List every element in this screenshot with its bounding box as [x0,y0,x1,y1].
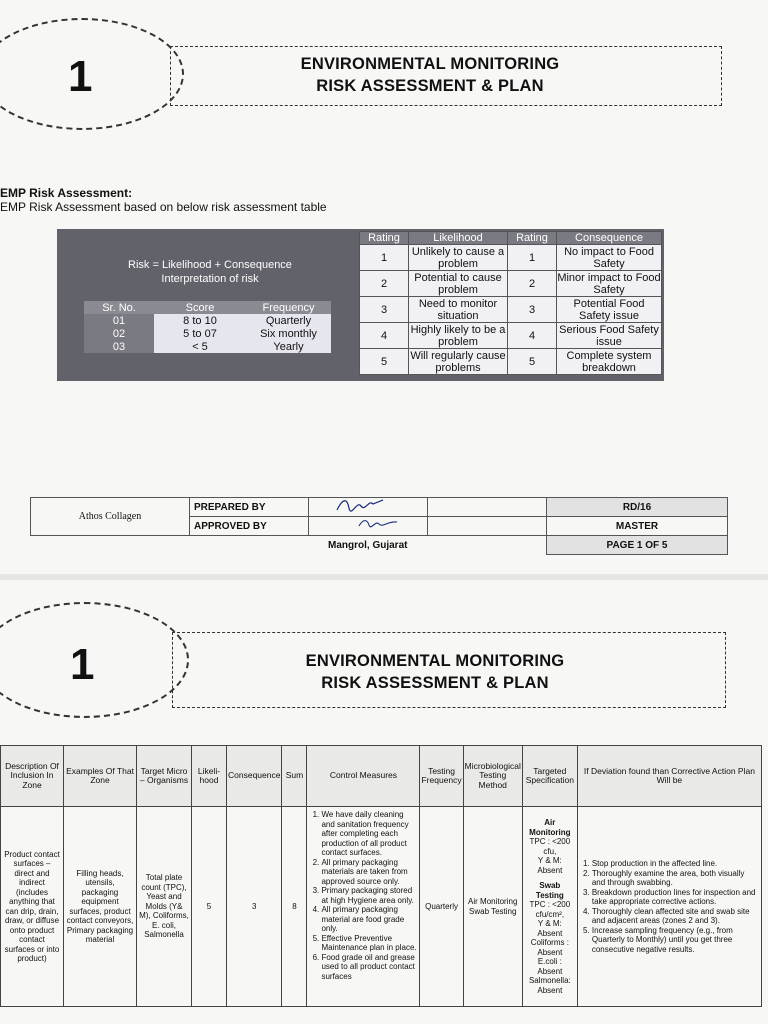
likelihood-cell: Unlikely to cause a problem [409,245,508,271]
risk-plan-table [0,745,762,1007]
freq-cell: 8 to 10 [154,314,246,327]
rating-cell: 5 [360,349,409,375]
col-header-specification: Targeted Specification [522,746,577,807]
header-title [240,53,620,97]
consequence-cell: Minor impact to Food Safety [557,271,661,296]
rating-cell: 2 [508,271,557,297]
header-title [245,650,625,694]
consequence-cell: No impact to Food Safety [557,245,662,271]
header-title-line2: RISK ASSESSMENT & PLAN [316,77,544,95]
header-number: 1 [68,52,93,101]
spec-salmonella: Salmonella: Absent [528,976,571,995]
cell-likelihood: 5 [192,807,227,1007]
footer-copy: MASTER [547,517,728,536]
method-swab: Swab Testing [469,906,517,916]
likelihood-cell: Potential to cause problem [409,271,508,297]
spec-air-tpc: TPC : <200 cfu, [529,837,571,856]
corrective-action-item: 3. Breakdown production lines for inspection and take appropriate corrective actions. [592,888,759,907]
footer-blank [428,498,547,517]
rating-cell: 1 [360,245,409,271]
spec-air-ym: Y & M: Absent [537,856,563,875]
footer-blank [428,517,547,536]
section-subheading: EMP Risk Assessment based on below risk assessment table [0,200,327,214]
freq-cell: Six monthly [246,327,331,340]
rating-cell: 4 [360,323,409,349]
table-row [360,245,662,271]
cell-method [463,807,522,1007]
cell-organisms: Total plate count (TPC), Yeast and Molds (Y& M), Coliforms, E. coli, Salmonella [137,807,192,1007]
document-page-2 [0,580,768,1024]
consequence-cell: Potential Food Safety issue [557,297,662,323]
table-row [360,297,662,323]
cell-description: Product contact surfaces – direct and indirect (includes anything that can drip, drain, draw, or diffuse onto product contact surfaces or into product) [1,807,64,1007]
section-heading: EMP Risk Assessment: [0,186,133,200]
freq-cell: Quarterly [246,314,331,327]
rating-cell: 3 [360,297,409,323]
table-row [84,327,331,340]
formula-line: Risk = Likelihood + Consequence [128,259,292,271]
freq-cell: 01 [84,314,154,327]
corrective-action-item: 5. Increase sampling frequency (e.g., from Quarterly to Monthly) until you get three consecutive negative results. [592,926,759,955]
signature-prepared [335,496,385,514]
footer-location: Mangrol, Gujarat [328,539,408,551]
spec-air-title: Air Monitoring [529,818,571,837]
formula-interpretation: Interpretation of risk [161,273,259,285]
rating-header-rating2: Rating [508,232,557,245]
control-measure-item: 5. Effective Preventive Maintenance plan in place. [321,934,417,953]
control-measure-item: 4. All primary packaging material are food grade only. [321,905,417,934]
table-row [360,349,662,375]
freq-header-score: Score [154,301,246,314]
spec-swab-ym: Y & M: Absent [537,919,563,938]
rating-header-consequence: Consequence [557,232,662,245]
footer-page: PAGE 1 OF 5 [547,536,728,555]
header-title-line1: ENVIRONMENTAL MONITORING [300,55,560,73]
freq-cell: Yearly [246,340,331,353]
freq-cell: 02 [84,327,154,340]
freq-cell: < 5 [154,340,246,353]
cell-corrective-actions [577,807,761,1007]
table-row [84,314,331,327]
col-header-likelihood: Likeli-hood [192,746,227,807]
table-row [84,340,331,353]
col-header-sum: Sum [282,746,307,807]
consequence-cell: Complete system breakdown [557,349,662,375]
footer-prepared-label: PREPARED BY [190,498,309,517]
freq-header-srno: Sr. No. [84,301,154,314]
footer-spacer [31,536,190,555]
header-number: 1 [70,640,95,689]
control-measure-item: 1. We have daily cleaning and sanitation frequency after completing each production of all product contact surfaces. [321,810,417,858]
cell-control-measures [307,807,420,1007]
cell-consequence: 3 [227,807,282,1007]
cell-specification [522,807,577,1007]
likelihood-cell: Highly likely to be a problem [409,323,508,349]
footer-company: Athos Collagen [31,498,190,536]
header-number-oval [0,602,189,718]
corrective-action-item: 1. Stop production in the affected line. [592,859,759,869]
rating-cell: 5 [508,349,557,375]
spec-swab-tpc: TPC : <200 cfu/cm², [529,900,571,919]
rating-header-likelihood: Likelihood [409,232,508,245]
signature-approved [357,516,399,530]
rating-header-rating: Rating [360,232,409,245]
likelihood-cell: Will regularly cause problems [410,349,506,374]
header-title-line1: ENVIRONMENTAL MONITORING [305,652,565,670]
rating-cell: 3 [508,297,557,323]
freq-header-frequency: Frequency [246,301,331,314]
consequence-cell: Serious Food Safety issue [557,323,662,349]
rating-cell: 4 [508,323,557,349]
spec-ecoli: E.coli : Absent [537,957,563,976]
corrective-action-item: 2. Thoroughly examine the area, both visually and through swabbing. [592,869,759,888]
footer-doc-no: RD/16 [547,498,728,517]
cell-frequency: Quarterly [420,807,463,1007]
col-header-method: Microbiological Testing Method [463,746,522,807]
control-measure-item: 3. Primary packaging stored at high Hygiene area only. [321,886,417,905]
col-header-corrective-action: If Deviation found than Corrective Action Plan Will be [577,746,761,807]
col-header-examples: Examples Of That Zone [64,746,137,807]
method-air: Air Monitoring [468,897,518,906]
col-header-consequence: Consequence [227,746,282,807]
frequency-table [84,301,331,353]
corrective-action-item: 4. Thoroughly clean affected site and swab site and adjacent areas (zones 2 and 3). [592,907,759,926]
spec-coliforms: Coliforms : Absent [530,938,569,957]
table-row [1,807,762,1007]
table-row [360,271,662,297]
header-title-line2: RISK ASSESSMENT & PLAN [321,674,549,692]
control-measure-item: 2. All primary packaging materials are taken from approved source only. [321,858,417,887]
cell-examples: Filling heads, utensils, packaging equipment surfaces, product contact conveyors, Primary packaging material [64,807,137,1007]
freq-cell: 03 [84,340,154,353]
rating-table [359,231,662,375]
col-header-organisms: Target Micro – Organisms [137,746,192,807]
likelihood-cell: Need to monitor situation [409,297,508,323]
table-row [360,323,662,349]
spec-swab-title: Swab Testing [535,881,564,900]
col-header-description: Description Of Inclusion In Zone [1,746,64,807]
cell-sum: 8 [282,807,307,1007]
freq-cell: 5 to 07 [154,327,246,340]
col-header-control-measures: Control Measures [307,746,420,807]
rating-cell: 1 [508,245,557,271]
footer-approved-label: APPROVED BY [190,517,309,536]
rating-cell: 2 [360,271,409,297]
col-header-frequency: Testing Frequency [420,746,463,807]
risk-formula [90,258,330,286]
control-measure-item: 6. Food grade oil and grease used to all product contact surfaces [321,953,417,982]
